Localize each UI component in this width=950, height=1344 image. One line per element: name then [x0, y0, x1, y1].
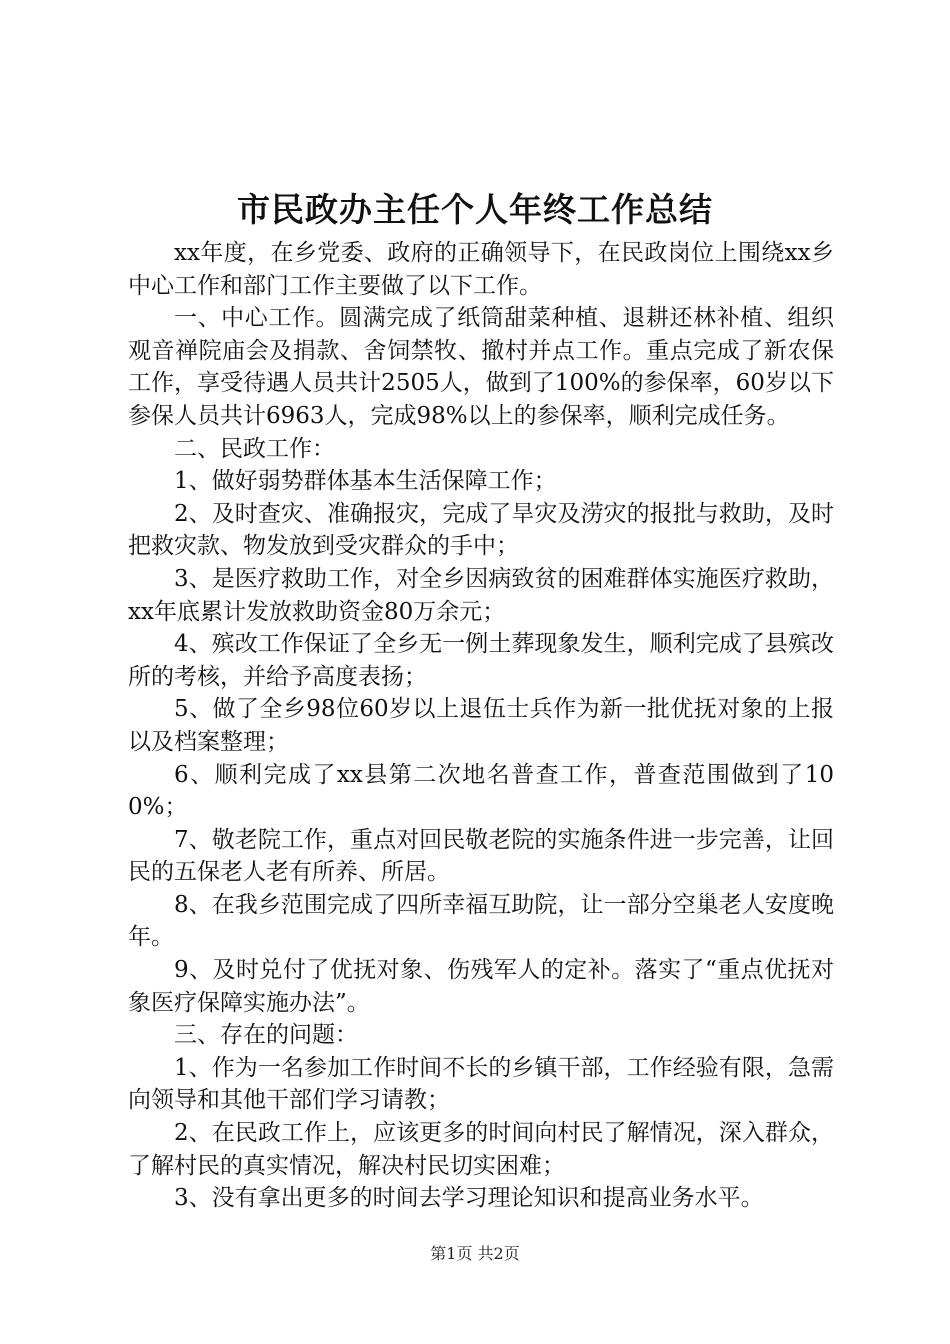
paragraph-item-2-8: 8、在我乡范围完成了四所幸福互助院，让一部分空巢老人安度晚年。 [128, 891, 834, 951]
paragraph-item-2-9: 9、及时兑付了优抚对象、伤残军人的定补。落实了“重点优抚对象医疗保障实施办法”。 [128, 957, 834, 1016]
paragraph-item-2-6: 6、顺利完成了xx县第二次地名普查工作，普查范围做到了100%； [128, 761, 834, 821]
paragraph-item-2-2: 2、及时查灾、准确报灾，完成了旱灾及涝灾的报批与救助，及时把救灾款、物发放到受灾群众的手中； [128, 500, 834, 560]
paragraph-item-3-2: 2、在民政工作上，应该更多的时间向村民了解情况，深入群众，了解村民的真实情况，解决村民切实困难； [128, 1120, 834, 1179]
document-body [128, 237, 834, 1215]
paragraph-item-2-7: 7、敬老院工作，重点对回民敬老院的实施条件进一步完善，让回民的五保老人老有所养、所居。 [128, 826, 834, 886]
paragraph-intro: xx年度，在乡党委、政府的正确领导下，在民政岗位上围绕xx乡中心工作和部门工作主要做了以下工作。 [128, 240, 834, 299]
paragraph-section-1: 一、中心工作。圆满完成了纸筒甜菜种植、退耕还林补植、组织观音禅院庙会及捐款、舍饲禁牧、撤村并点工作。重点完成了新农保工作，享受待遇人员共计2505人，做到了100%的参保率，60岁以下参保人员共计6963人，完成98%以上的参保率，顺利完成任务。 [128, 305, 834, 429]
page-number-footer: 第1页 共2页 [430, 1244, 520, 1263]
paragraph-item-3-3: 3、没有拿出更多的时间去学习理论知识和提高业务水平。 [174, 1185, 764, 1212]
paragraph-section-2-heading: 二、民政工作： [174, 435, 335, 462]
paragraph-section-3-heading: 三、存在的问题： [174, 1022, 358, 1049]
paragraph-item-2-4: 4、殡改工作保证了全乡无一例土葬现象发生，顺利完成了县殡改所的考核，并给予高度表扬； [128, 631, 834, 690]
paragraph-item-3-1: 1、作为一名参加工作时间不长的乡镇干部，工作经验有限，急需向领导和其他干部们学习请教； [128, 1054, 834, 1114]
paragraph-item-2-5: 5、做了全乡98位60岁以上退伍士兵作为新一批优抚对象的上报以及档案整理； [128, 696, 834, 755]
paragraph-item-2-3: 3、是医疗救助工作，对全乡因病致贫的困难群体实施医疗救助，xx年底累计发放救助资金80万余元； [128, 565, 834, 625]
paragraph-item-2-1: 1、做好弱势群体基本生活保障工作； [174, 468, 557, 495]
document-title: 市民政办主任个人年终工作总结 [237, 190, 713, 229]
